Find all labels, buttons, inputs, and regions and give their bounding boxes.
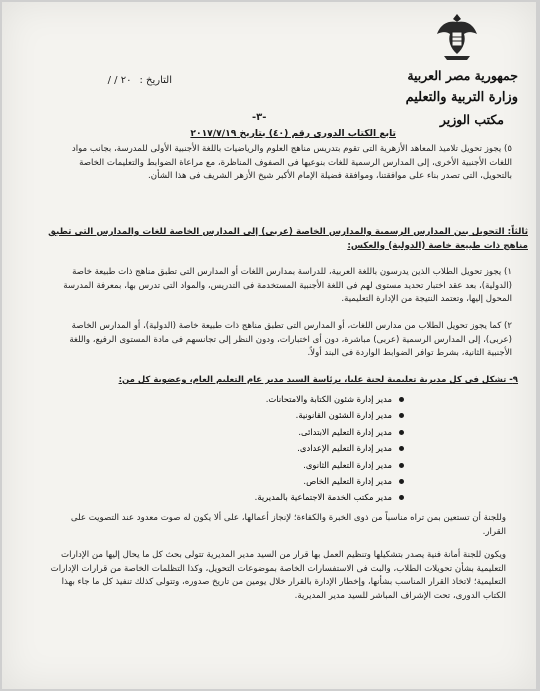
date-value: / / ٢٠	[107, 75, 132, 86]
date-label: التاريخ :	[139, 75, 172, 86]
bullet-icon	[399, 430, 404, 435]
page-number: -٣-	[252, 112, 267, 123]
member-item: مدير إدارة شئون الكتابة والامتحانات.	[144, 391, 404, 407]
bullet-icon	[399, 397, 404, 402]
section-3-item-1: ١) يجوز تحويل الطلاب الذين يدرسون باللغة العربية، للدراسة بمدارس اللغات أو المدارس التى تطبق مناهج ذات طبيعة خاصة (الدولية)، بعد عقد اختبار تحديد مستوى لهم فى اللغة الأجنبية المستخدمة فى التدريس، والمواد التى تدرس بها، بمعرفة المدرسة المحول إليها، وتعتمد النتيجة من الإدارة التعليمية.	[63, 267, 512, 305]
eagle-emblem-icon	[434, 10, 480, 62]
item-5-paragraph: ٥) يجوز تحويل تلاميذ المعاهد الأزهرية التى تقوم بتدريس مناهج العلوم والرياضيات باللغة الأجنبية الأولى للمدرسة، بجانب مواد اللغات الأجنبية الأخرى، إلى المدارس الرسمية للغات بنوعيها فى الصفوف المناظرة، مع مراعاة الضوابط والتعليمات الخاصة بالتحويل، التى تصدر بناء على موافقتنا، وموافقة فضيلة الإمام الأكبر شيخ الأزهر الشريف فى هذا الشأن.	[71, 144, 512, 182]
committee-members-list	[144, 391, 404, 506]
bullet-icon	[399, 446, 404, 451]
section-3-item-2: ٢) كما يجوز تحويل الطلاب من مدارس اللغات، أو المدارس التى تطبق مناهج ذات طبيعة خاصة (الدولية)، أو المدارس الخاصة (عربى)، إلى المدارس الرسمية (عربى) مباشرة، دون أى اختبارات، ودون النظر إلى تجانسهم فى مادة المستوى الرفيع، واللغة الأجنبية الثانية، بشرط توافر الضوابط الواردة فى البند أولاً.	[69, 321, 512, 359]
member-item: مدير إدارة التعليم الثانوى.	[144, 457, 404, 473]
member-item: مدير إدارة التعليم الإعدادى.	[144, 440, 404, 456]
member-item: مدير مكتب الخدمة الاجتماعية بالمديرية.	[144, 489, 404, 505]
member-item: مدير إدارة الشئون القانونية.	[144, 407, 404, 423]
section-3-heading	[28, 226, 528, 253]
member-item: مدير إدارة التعليم الابتدائى.	[144, 424, 404, 440]
bullet-icon	[399, 463, 404, 468]
office-name: مكتب الوزير	[439, 112, 504, 127]
secretariat-paragraph: ويكون للجنة أمانة فنية يصدر بتشكيلها وتنظيم العمل بها قرار من السيد مدير المديرية تتولى بحث كل ما يحال إليها من الإدارات التعليمية بشأن تحويلات الطلاب، والبت فى الاستفسارات الخاصة بموضوعات التحويل، وكذا التظلمات الخاصة من قرارات الإدارات التعليمية؛ لاتخاذ القرار المناسب بشأنها، وإخطار الإدارة بالقرار خلال يومين من تاريخ صدوره، وتتولى كذلك تنفيذ كل ما جاء بهذا الكتاب الدورى، تحت الإشراف المباشر للسيد مدير المديرية.	[50, 550, 506, 601]
document-page	[2, 2, 536, 689]
committee-paragraph: وللجنة أن تستعين بمن تراه مناسباً من ذوى الخبرة والكفاءة؛ لإنجاز أعمالها، على ألا يكون له صوت معدود عند التصويت على القرار.	[70, 513, 506, 537]
ministry-name: وزارة التربية والتعليم	[405, 90, 518, 105]
bullet-icon	[399, 413, 404, 418]
republic-name: جمهورية مصر العربية	[407, 68, 518, 83]
item-9-heading: ٩- تشكل فى كل مديرية تعليمية لجنة عليا، برئاسة السيد مدير عام التعليم العام، وعضوية كل من:	[118, 375, 518, 385]
continuation-title: تابع الكتاب الدورى رقم (٤٠) بتاريخ ٢٠١٧/٧/١٩	[190, 128, 396, 139]
bullet-icon	[399, 495, 404, 500]
section-3-heading-text: ثالثاً: التحويل بين المدارس الرسمية والمدارس الخاصة (عربى) إلى المدارس الخاصة للغات والمدارس التى تطبق مناهج ذات طبيعة خاصة (الدولية) والعكس:	[48, 227, 528, 251]
member-item: مدير إدارة التعليم الخاص.	[144, 473, 404, 489]
bullet-icon	[399, 479, 404, 484]
